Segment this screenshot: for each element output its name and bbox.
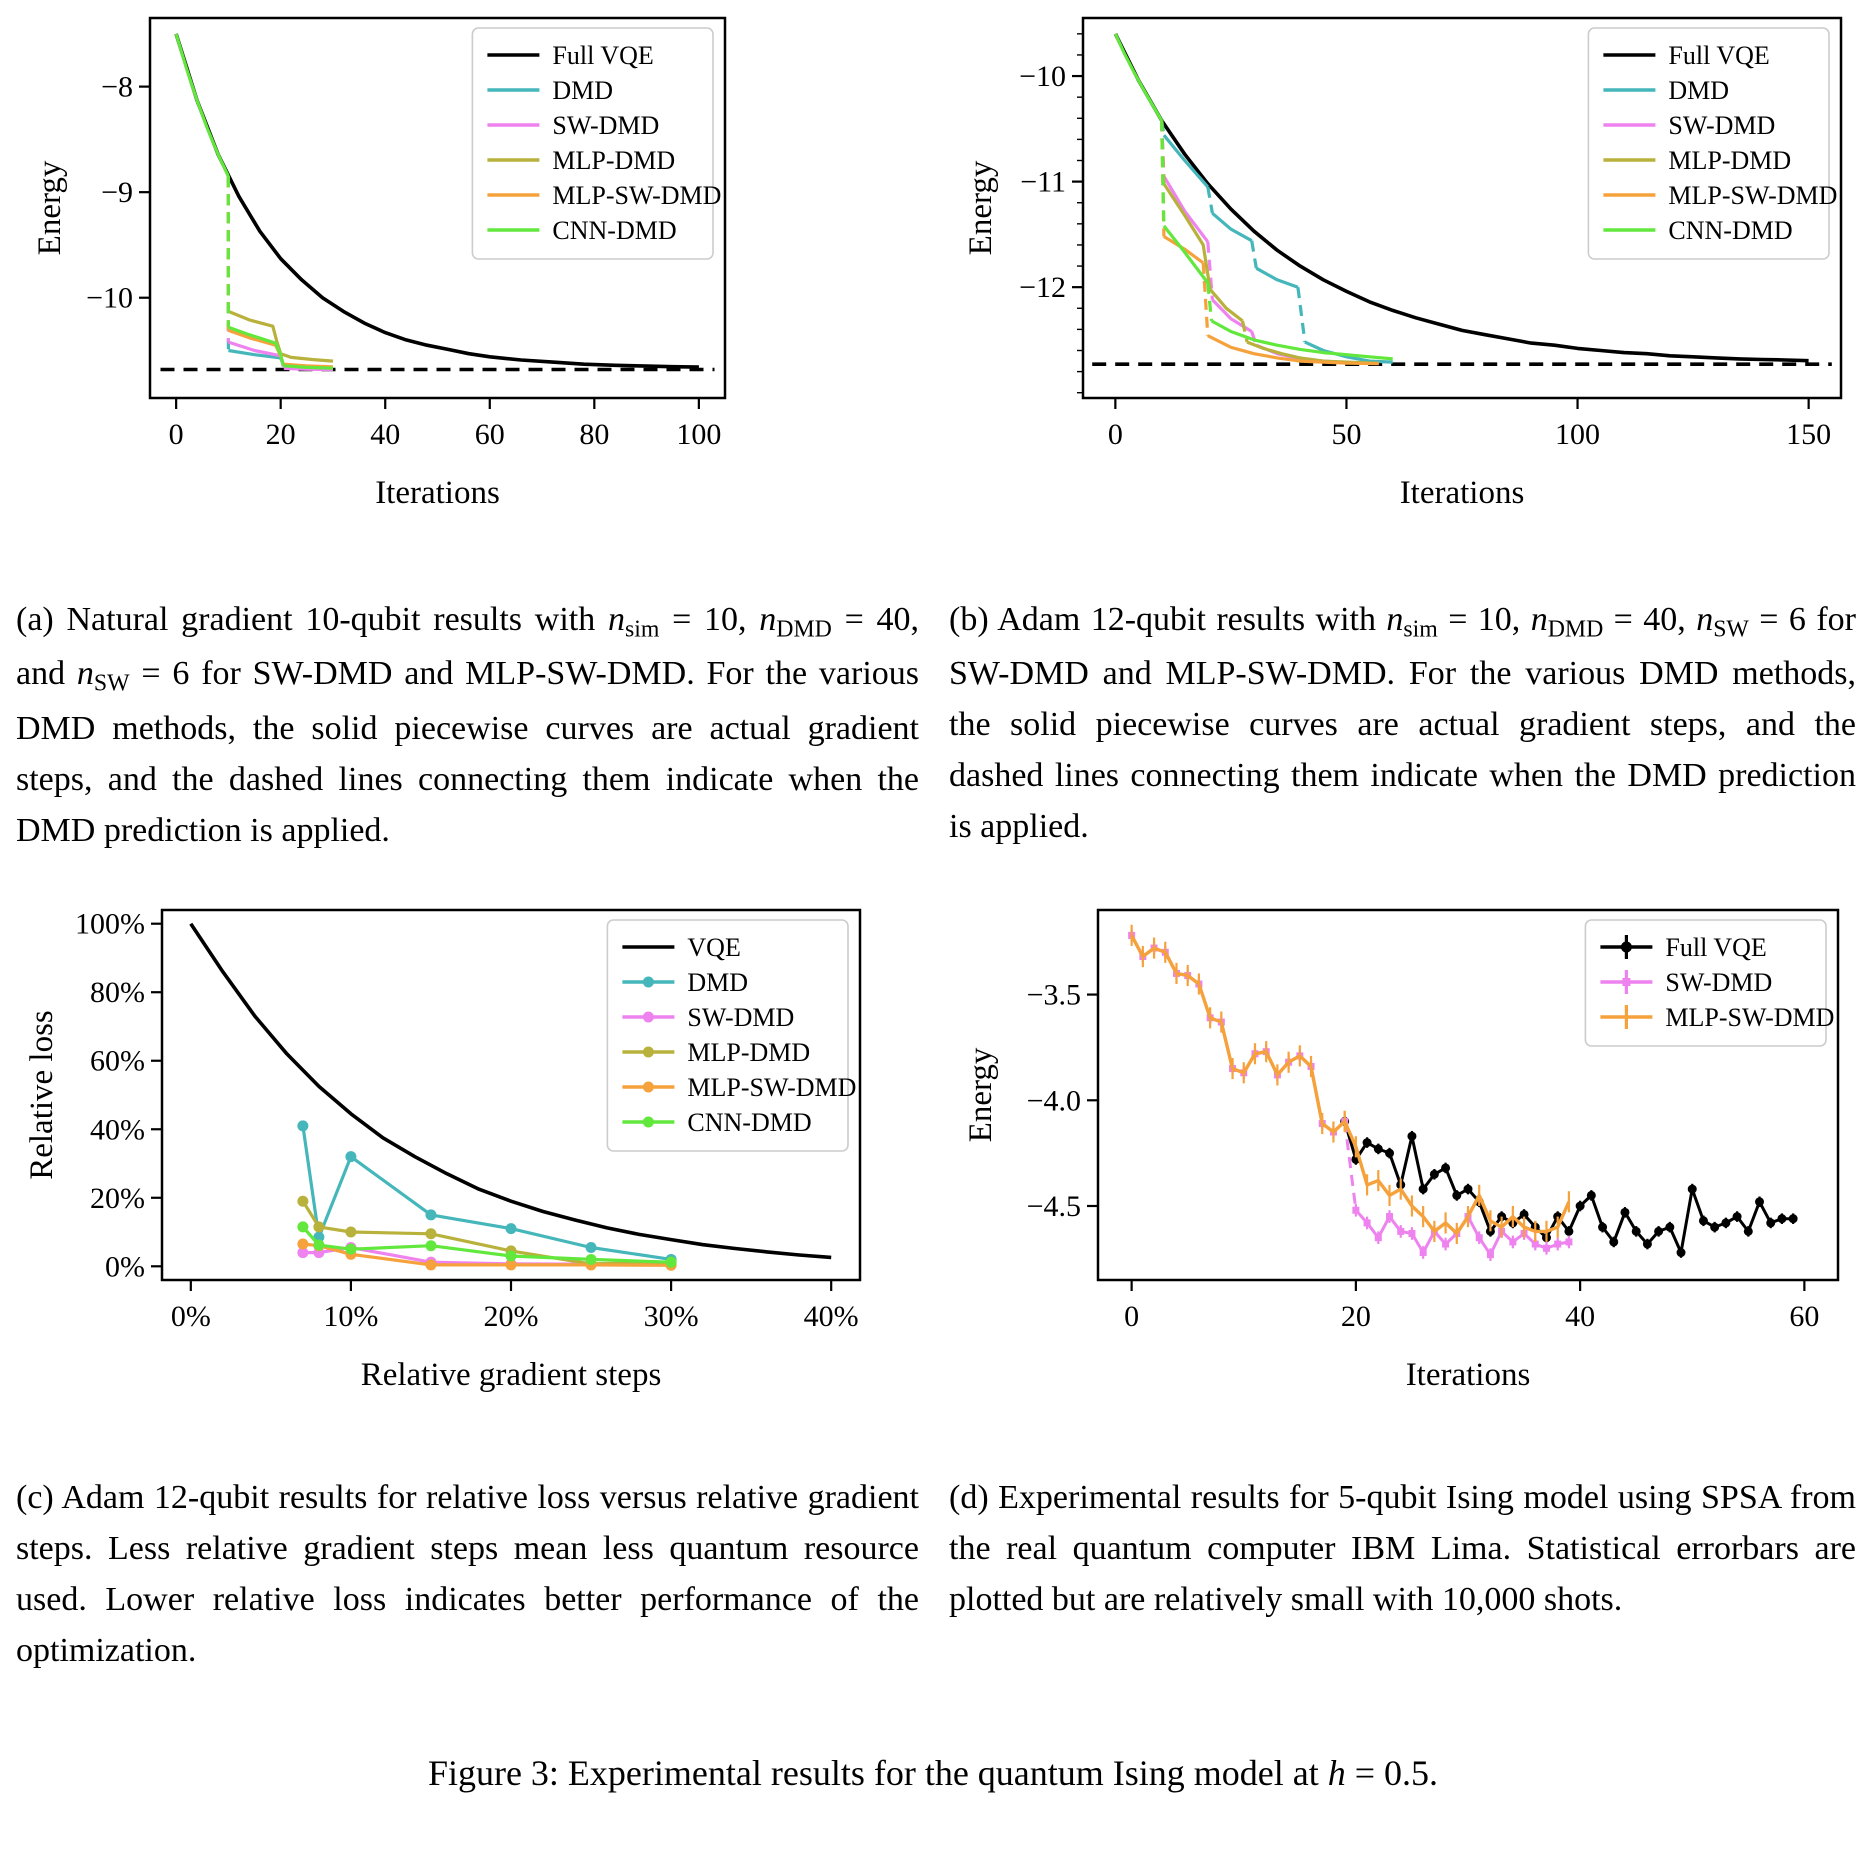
marker-dot [1620, 1208, 1629, 1217]
marker-dot [1665, 1223, 1674, 1232]
marker-dot [1452, 1191, 1461, 1200]
marker-dot [1407, 1132, 1416, 1141]
marker-dot [1419, 1185, 1428, 1194]
marker-dot [1632, 1227, 1641, 1236]
series-mlp-dmd [1164, 184, 1243, 321]
marker-dot [1587, 1191, 1596, 1200]
marker-square [1386, 1213, 1393, 1220]
marker-dot [1609, 1237, 1618, 1246]
series-mlp-dmd [1243, 321, 1248, 342]
marker-square [1554, 1241, 1561, 1248]
marker-dot [1733, 1212, 1742, 1221]
series-dmd [1298, 287, 1305, 342]
x-tick-label: 30% [643, 1300, 699, 1333]
marker-square [1442, 1241, 1449, 1248]
marker-dot [1598, 1223, 1607, 1232]
y-tick-label: 60% [90, 1044, 145, 1078]
marker-dot [297, 1239, 308, 1250]
marker-dot [313, 1240, 324, 1251]
x-tick-label: 40 [370, 418, 401, 451]
legend-marker-sample [643, 1012, 654, 1023]
marker-dot [1721, 1218, 1730, 1227]
legend-label: MLP-SW-DMD [552, 181, 722, 210]
legend-label: MLP-SW-DMD [687, 1073, 857, 1102]
marker-dot [1385, 1149, 1394, 1158]
marker-dot [1777, 1214, 1786, 1223]
y-axis-label: Energy [963, 160, 999, 256]
marker-dot [297, 1221, 308, 1232]
caption-a: (a) Natural gradient 10-qubit results with $n_{sim} = 10$, $n_{DMD} = 40$, and $n_{SW} = 6$ for SW-DMD and MLP-SW-DMD. For the various DMD methods, the solid piecewise curves are actual gradient steps, and the dashed lines connecting them indicate when the DMD prediction is applied. [16, 601, 919, 849]
legend-label: CNN-DMD [687, 1108, 812, 1137]
series-mlp-dmd [281, 354, 333, 361]
x-tick-label: 80 [579, 418, 610, 451]
x-tick-label: 60 [1789, 1300, 1820, 1333]
y-tick-label: −8 [101, 70, 133, 104]
marker-square [1364, 1219, 1371, 1226]
marker-dot [586, 1254, 597, 1265]
x-tick-label: 40 [1565, 1300, 1596, 1333]
marker-dot [313, 1221, 324, 1232]
marker-dot [1564, 1227, 1573, 1236]
series-sw-dmd [1132, 935, 1345, 1132]
x-tick-label: 0 [1124, 1300, 1140, 1333]
x-axis-label: Iterations [1399, 475, 1525, 511]
marker-dot [1789, 1214, 1798, 1223]
caption-b: (b) Adam 12-qubit results with $n_{sim} = 10$, $n_{DMD} = 40$, $n_{SW} = 6$ for SW-DMD and MLP-SW-DMD. For the various DMD methods, the solid piecewise curves are actual gradient steps, and the dashed lines connecting them indicate when the DMD prediction is applied. [949, 601, 1856, 846]
y-tick-label: −12 [1019, 271, 1066, 305]
x-tick-label: 40% [803, 1300, 859, 1333]
x-tick-label: 100 [676, 418, 722, 451]
y-axis-label: Energy [32, 160, 68, 256]
marker-dot [1654, 1227, 1663, 1236]
legend-label: MLP-DMD [687, 1038, 811, 1067]
y-tick-label: −4.0 [1026, 1084, 1081, 1118]
marker-dot [506, 1223, 517, 1234]
legend-label: MLP-DMD [552, 146, 676, 175]
legend-label: VQE [687, 933, 741, 962]
x-tick-label: 60 [474, 418, 505, 451]
x-tick-label: 0 [1107, 418, 1123, 451]
marker-dot [425, 1209, 436, 1220]
marker-dot [1441, 1163, 1450, 1172]
chart-a-cell [0, 0, 933, 560]
x-tick-label: 20 [1340, 1300, 1371, 1333]
legend-label: SW-DMD [552, 111, 660, 140]
marker-square [1509, 1238, 1516, 1245]
chart-d-ibm-lima [933, 880, 1866, 1415]
legend-marker-sample [643, 1082, 654, 1093]
series-dmd [1208, 187, 1213, 213]
marker-square [1352, 1207, 1359, 1214]
marker-square [1543, 1245, 1550, 1252]
marker-dot [506, 1251, 517, 1262]
marker-dot [1363, 1138, 1372, 1147]
legend-marker-sample [643, 977, 654, 988]
y-tick-label: 20% [90, 1181, 145, 1215]
marker-dot [345, 1244, 356, 1255]
x-tick-label: 0% [170, 1300, 211, 1333]
series-sw-dmd [1212, 300, 1251, 332]
marker-dot [425, 1259, 436, 1270]
marker-dot [1710, 1223, 1719, 1232]
marker-dot [666, 1257, 677, 1268]
series-dmd [1256, 268, 1298, 287]
legend-label: SW-DMD [1668, 111, 1776, 140]
marker-dot [1374, 1144, 1383, 1153]
marker-dot [1464, 1185, 1473, 1194]
marker-dot [297, 1120, 308, 1131]
marker-square [1408, 1230, 1415, 1237]
legend-marker-sample [643, 1117, 654, 1128]
marker-dot [1755, 1197, 1764, 1206]
legend-label: MLP-SW-DMD [1665, 1003, 1835, 1032]
legend-label: DMD [687, 968, 749, 997]
marker-square [1565, 1238, 1572, 1245]
y-tick-label: −11 [1020, 165, 1066, 199]
series-dmd [1164, 135, 1208, 187]
marker-dot [1677, 1248, 1686, 1257]
marker-square [1397, 1228, 1404, 1235]
x-tick-label: 150 [1786, 418, 1832, 451]
y-tick-label: −4.5 [1026, 1190, 1081, 1223]
y-tick-label: −3.5 [1026, 978, 1081, 1012]
legend-label: SW-DMD [1665, 968, 1773, 997]
legend-marker-sample [643, 1047, 654, 1058]
marker-dot [1576, 1202, 1585, 1211]
marker-dot [1643, 1240, 1652, 1249]
x-tick-label: 50 [1331, 418, 1362, 451]
y-tick-label: −10 [86, 281, 133, 315]
x-tick-label: 10% [323, 1300, 379, 1333]
series-dmd [1252, 241, 1257, 269]
figure-caption: Figure 3: Experimental results for the quantum Ising model at h = 0.5. [427, 1753, 1439, 1793]
x-tick-label: 100 [1555, 418, 1601, 451]
marker-dot [345, 1151, 356, 1162]
legend-label: DMD [1668, 76, 1730, 105]
marker-dot [1766, 1218, 1775, 1227]
y-tick-label: 0% [105, 1250, 145, 1284]
chart-a-natural-gradient [0, 0, 900, 540]
marker-square [1420, 1249, 1427, 1256]
marker-square [1476, 1234, 1483, 1241]
x-tick-label: 0 [168, 418, 184, 451]
marker-dot [1744, 1227, 1753, 1236]
legend-label: DMD [552, 76, 614, 105]
marker-dot [425, 1228, 436, 1239]
marker-square [1487, 1251, 1494, 1258]
y-tick-label: −9 [101, 176, 133, 210]
x-axis-label: Relative gradient steps [360, 1357, 662, 1393]
legend-label: MLP-DMD [1668, 146, 1792, 175]
marker-dot [1699, 1216, 1708, 1225]
caption-d: (d) Experimental results for 5-qubit Ising model using SPSA from the real quantum computer IBM Lima. Statistical errorbars are plotted but are relatively small with 10,000 shots. [949, 1479, 1856, 1618]
x-tick-label: 20 [265, 418, 296, 451]
legend-label: Full VQE [1665, 933, 1767, 962]
chart-d-cell [933, 860, 1866, 1420]
chart-b-adam [933, 0, 1866, 540]
y-axis-label: Energy [963, 1047, 999, 1143]
chart-c-cell [0, 860, 933, 1420]
x-tick-label: 20% [483, 1300, 539, 1333]
legend-label: MLP-SW-DMD [1668, 181, 1838, 210]
marker-dot [586, 1242, 597, 1253]
chart-b-cell [933, 0, 1866, 560]
marker-square [1375, 1234, 1382, 1241]
caption-c: (c) Adam 12-qubit results for relative loss versus relative gradient steps. Less relative gradient steps mean less quantum resource used. Lower relative loss indicates better performance of the optimization. [16, 1479, 919, 1669]
y-tick-label: 100% [75, 907, 145, 941]
legend-marker-sample [1622, 978, 1630, 986]
marker-dot [345, 1227, 356, 1238]
legend-label: SW-DMD [687, 1003, 795, 1032]
series-cnn-dmd [176, 34, 228, 177]
x-axis-label: Iterations [1405, 1357, 1531, 1393]
y-tick-label: 40% [90, 1113, 145, 1147]
x-axis-label: Iterations [375, 475, 500, 511]
marker-dot [1688, 1185, 1697, 1194]
legend-label: Full VQE [552, 41, 654, 70]
series-cnn-dmd [281, 355, 284, 366]
y-tick-label: −10 [1019, 60, 1066, 94]
y-axis-label: Relative loss [24, 1010, 60, 1180]
marker-dot [297, 1196, 308, 1207]
y-tick-label: 80% [90, 976, 145, 1010]
legend-marker-sample [1621, 942, 1632, 953]
legend-label: Full VQE [1668, 41, 1770, 70]
marker-dot [425, 1240, 436, 1251]
marker-dot [1430, 1170, 1439, 1179]
series-dmd [1212, 213, 1251, 240]
series-cnn-dmd [1115, 34, 1161, 121]
series-mlp-sw-dmd [1132, 935, 1345, 1132]
chart-c-relative-loss [0, 880, 900, 1415]
legend-label: CNN-DMD [552, 216, 677, 245]
legend-label: CNN-DMD [1668, 216, 1793, 245]
